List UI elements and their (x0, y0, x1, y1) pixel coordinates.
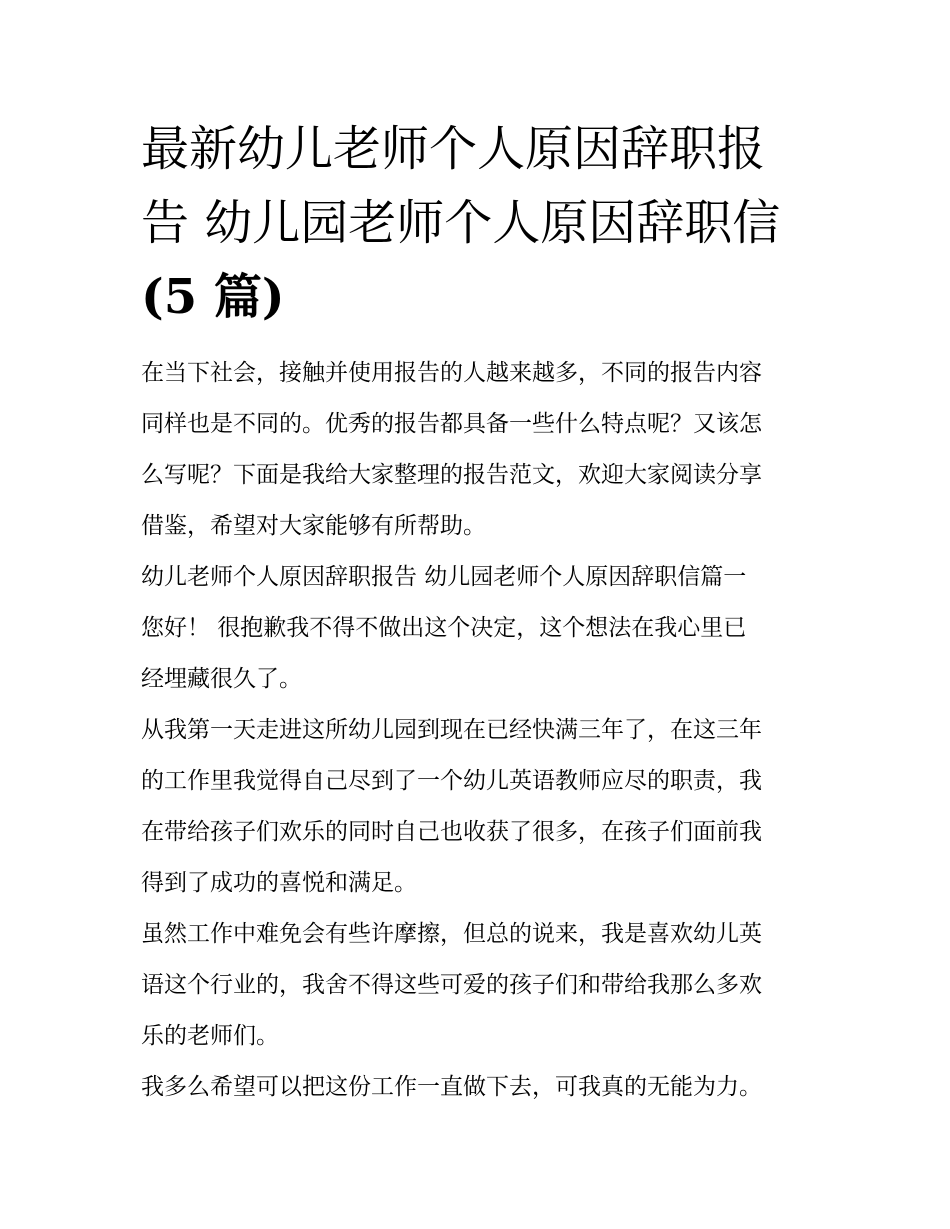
body-line: 在当下社会，接触并使用报告的人越来越多，不同的报告内容 (141, 360, 762, 386)
document-body (141, 348, 819, 1113)
body-line: 从我第一天走进这所幼儿园到现在已经快满三年了，在这三年 (141, 717, 762, 743)
section-heading-line: 幼儿老师个人原因辞职报告 幼儿园老师个人原因辞职信篇一 (141, 564, 747, 590)
title-line-2: 告 幼儿园老师个人原因辞职信 (141, 195, 781, 251)
body-line: 虽然工作中难免会有些许摩擦，但总的说来，我是喜欢幼儿英 (141, 921, 762, 947)
body-line: 在带给孩子们欢乐的同时自己也收获了很多，在孩子们面前我 (141, 819, 762, 845)
body-line: 乐的老师们。 (141, 1023, 279, 1049)
document-page (141, 112, 819, 1113)
body-line: 经埋藏很久了。 (141, 666, 302, 692)
document-title (141, 112, 819, 334)
body-line: 得到了成功的喜悦和满足。 (141, 870, 417, 896)
body-line: 语这个行业的，我舍不得这些可爱的孩子们和带给我那么多欢 (141, 972, 762, 998)
body-line: 么写呢？下面是我给大家整理的报告范文，欢迎大家阅读分享 (141, 462, 762, 488)
body-line: 我多么希望可以把这份工作一直做下去，可我真的无能为力。 (141, 1074, 762, 1100)
title-line-3: (5 篇) (141, 269, 285, 325)
body-line: 同样也是不同的。优秀的报告都具备一些什么特点呢？又该怎 (141, 411, 762, 437)
body-line: 的工作里我觉得自己尽到了一个幼儿英语教师应尽的职责，我 (141, 768, 762, 794)
body-line: 借鉴，希望对大家能够有所帮助。 (141, 513, 486, 539)
body-line: 您好！ 很抱歉我不得不做出这个决定，这个想法在我心里已 (141, 615, 747, 641)
title-line-1: 最新幼儿老师个人原因辞职报 (141, 121, 766, 177)
